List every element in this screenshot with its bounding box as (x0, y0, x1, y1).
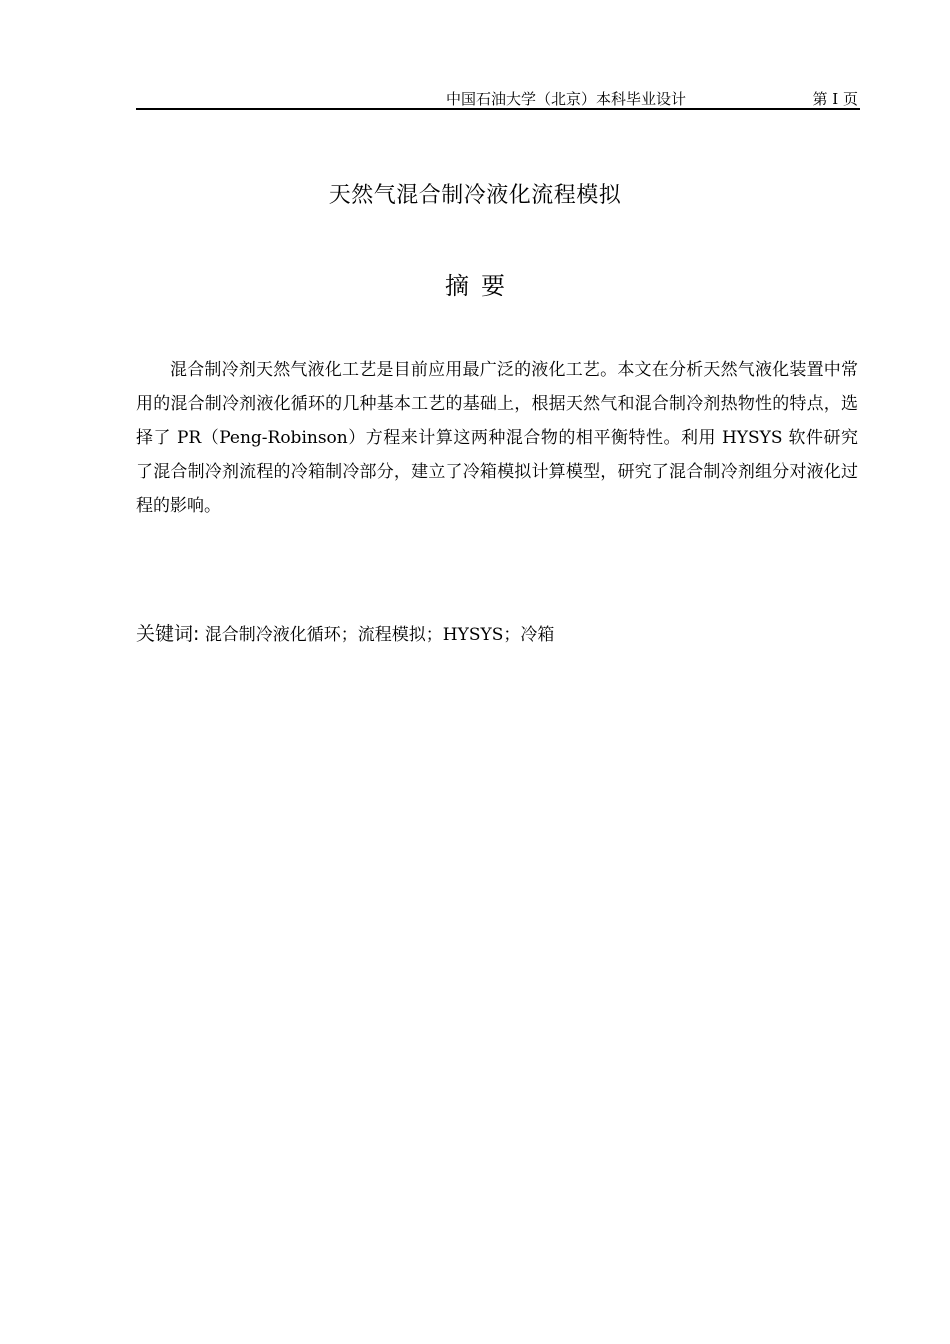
keywords-label: 关键词: (136, 623, 200, 645)
document-title: 天然气混合制冷液化流程模拟 (328, 183, 622, 208)
keywords-value: 混合制冷液化循环；流程模拟；HYSYS；冷箱 (204, 625, 555, 645)
abstract-body: 混合制冷剂天然气液化工艺是目前应用最广泛的液化工艺。本文在分析天然气液化装置中常用的混合制冷剂液化循环的几种基本工艺的基础上，根据天然气和混合制冷剂热物性的特点，选择了 PR（Peng-Robinson）方程来计算这两种混合物的相平衡特性。利用 HYSYS 软件研究了混合制冷剂流程的冷箱制冷部分，建立了冷箱模拟计算模型，研究了混合制冷剂组分对液化过程的影响。 (136, 360, 858, 516)
header-page-number: 第 I 页 (812, 90, 858, 108)
abstract-heading: 摘要 (445, 272, 517, 300)
keywords-line (136, 620, 858, 649)
page-header (136, 86, 860, 110)
header-institution: 中国石油大学（北京）本科毕业设计 (446, 90, 687, 108)
